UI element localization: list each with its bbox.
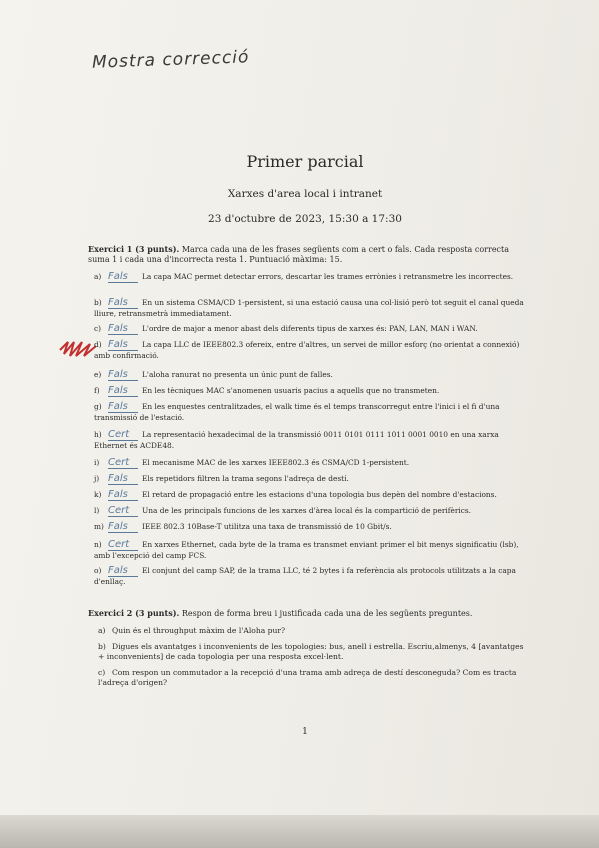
question-text: Digues els avantatges i inconvenients de les topologies: bus, anell i estrella. Escriu,almenys, 4 [avantatges + inconvenients] de cada topologia per una resposta excel·lent. [98, 642, 524, 661]
answer-handwritten: Fals [108, 340, 138, 351]
item-label: e) [94, 370, 102, 379]
question-text: Com respon un commutador a la recepció d'una trama amb adreça de destí desconeguda? Com es tracta l'adreça d'origen? [98, 668, 517, 687]
exercise1-item [94, 566, 534, 587]
answer-handwritten: Fals [108, 522, 138, 533]
item-text: La representació hexadecimal de la transmissió 0011 0101 0111 1011 0001 0010 en una xarxa Ethernet és ACDE48. [94, 430, 499, 450]
answer-handwritten: Fals [108, 490, 138, 501]
exercise1-item [94, 272, 534, 283]
answer-handwritten: Fals [108, 402, 138, 413]
answer-handwritten: Fals [108, 298, 138, 309]
answer-handwritten: Cert [108, 430, 138, 441]
answer-handwritten: Fals [108, 272, 138, 283]
item-label: k) [94, 490, 102, 499]
exercise2-question [98, 642, 528, 661]
item-text: La capa MAC permet detectar errors, descartar les trames errònies i retransmetre les incorrectes. [142, 272, 514, 281]
answer-handwritten: Fals [108, 474, 138, 485]
item-label: b) [94, 298, 102, 307]
page-title: Primer parcial [246, 152, 364, 171]
exam-date: 23 d'octubre de 2023, 15:30 a 17:30 [208, 213, 402, 225]
question-label: c) [98, 668, 106, 677]
exercise1-item [94, 490, 534, 501]
item-label: c) [94, 324, 102, 333]
item-label: d) [94, 340, 102, 349]
exercise2-heading [88, 608, 533, 619]
question-label: a) [98, 626, 106, 635]
item-label: f) [94, 386, 100, 395]
answer-handwritten: Fals [108, 370, 138, 381]
exercise1-item [94, 402, 534, 423]
exercise1-intro: Marca cada una de les frases següents com a cert o fals. Cada resposta correcta suma 1 i cada una d'incorrecta resta 1. Puntuació màxima: 15. [88, 245, 510, 264]
item-text: IEEE 802.3 10Base-T utilitza una taxa de transmissió de 10 Gbit/s. [142, 522, 392, 531]
item-text: En les enquestes centralitzades, el walk time és el temps transcorregut entre l'inici i el fi d'una transmissió de l'estació. [94, 402, 500, 422]
exercise2-title: Exercici 2 (3 punts). [88, 608, 180, 618]
item-label: g) [94, 402, 102, 411]
exercise1-item [94, 298, 534, 319]
item-text: En xarxes Ethernet, cada byte de la trama es transmet enviant primer el bit menys significatiu (lsb), amb l'excepció del camp FCS. [94, 540, 519, 560]
exercise1-item [94, 540, 534, 561]
item-text: En un sistema CSMA/CD 1-persistent, si una estació causa una col·lisió però tot seguit el canal queda lliure, retransmetrà immediatament. [94, 298, 524, 318]
exercise1-title: Exercici 1 (3 punts). [88, 244, 180, 254]
item-text: L'ordre de major a menor abast dels diferents tipus de xarxes és: PAN, LAN, MAN i WAN. [142, 324, 478, 333]
item-label: o) [94, 566, 102, 575]
item-label: l) [94, 506, 100, 515]
item-label: a) [94, 272, 102, 281]
exercise1-item [94, 506, 534, 517]
item-text: El mecanisme MAC de les xarxes IEEE802.3 és CSMA/CD 1-persistent. [142, 458, 410, 467]
exercise1-item [94, 370, 534, 381]
exercise1-item [94, 386, 534, 397]
exercise1-item [94, 324, 534, 335]
bottom-shadow [0, 815, 599, 848]
item-label: n) [94, 540, 102, 549]
answer-handwritten: Cert [108, 458, 138, 469]
handwritten-note: Mostra correcció [91, 47, 250, 73]
exercise1-item [94, 474, 534, 485]
item-text: El retard de propagació entre les estacions d'una topologia bus depèn del nombre d'estacions. [142, 490, 497, 499]
item-text: Els repetidors filtren la trama segons l'adreça de destí. [142, 474, 349, 483]
question-text: Quin és el throughput màxim de l'Aloha pur? [112, 626, 286, 635]
exercise2-question [98, 668, 528, 687]
item-text: La capa LLC de IEEE802.3 ofereix, entre d'altres, un servei de millor esforç (no orientat a connexió) amb confirmació. [94, 340, 520, 360]
exercise2-intro: Respon de forma breu i justificada cada una de les següents preguntes. [181, 609, 473, 618]
exercise1-item [94, 458, 534, 469]
page-number: 1 [302, 727, 308, 737]
exercise1-heading [88, 244, 533, 265]
answer-handwritten: Fals [108, 566, 138, 577]
item-label: i) [94, 458, 100, 467]
item-text: L'aloha ranurat no presenta un únic punt de falles. [142, 370, 333, 379]
answer-handwritten: Cert [108, 540, 138, 551]
item-text: Una de les principals funcions de les xarxes d'àrea local és la compartició de perifèrics. [142, 506, 472, 515]
answer-handwritten: Fals [108, 386, 138, 397]
item-label: h) [94, 430, 102, 439]
answer-handwritten: Cert [108, 506, 138, 517]
item-label: m) [94, 522, 104, 531]
exercise1-item [94, 340, 534, 361]
red-scribble-mark [58, 336, 98, 360]
item-text: En les tècniques MAC s'anomenen usuaris pacius a aquells que no transmeten. [142, 386, 440, 395]
exercise2-question [98, 626, 528, 636]
subtitle: Xarxes d'area local i intranet [227, 188, 383, 200]
question-label: b) [98, 642, 106, 651]
item-label: j) [94, 474, 100, 483]
item-text: El conjunt del camp SAP, de la trama LLC, té 2 bytes i fa referència als protocols utilitzats a la capa d'enllaç. [94, 566, 516, 586]
exercise1-item [94, 522, 534, 533]
exercise1-item [94, 430, 534, 451]
answer-handwritten: Fals [108, 324, 138, 335]
